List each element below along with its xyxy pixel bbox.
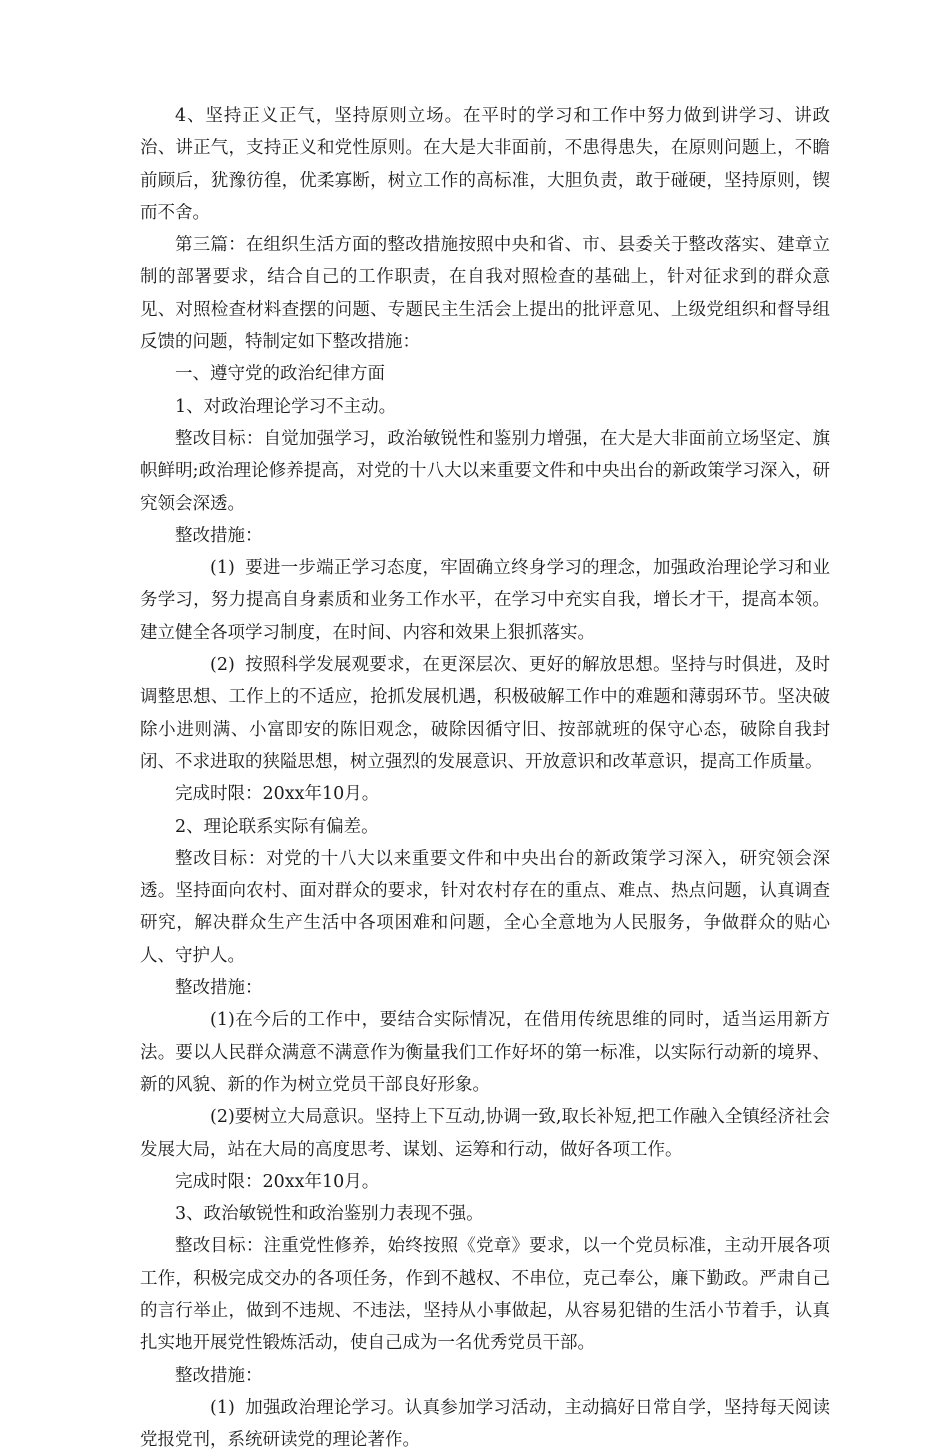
- deadline-line: 完成时限：20xx年10月。: [175, 1171, 380, 1192]
- list-marker: (2): [210, 1107, 235, 1128]
- list-item: [140, 1004, 830, 1101]
- paragraph: 整改目标：对党的十八大以来重要文件和中央出台的新政策学习深入，研究领会深透。坚持面向农村、面对群众的要求，针对农村存在的重点、难点、热点问题，认真调查研究，解决群众生产生活中各项困难和问题，全心全意地为人民服务，争做群众的贴心人、守护人。: [140, 848, 830, 966]
- label-line: 整改措施：: [175, 1365, 263, 1386]
- subsection-heading: 1、对政治理论学习不主动。: [175, 396, 397, 417]
- subsection-heading: 2、理论联系实际有偏差。: [175, 816, 379, 837]
- paragraph: 整改目标：自觉加强学习，政治敏锐性和鉴别力增强，在大是大非面前立场坚定、旗帜鲜明;政治理论修养提高，对党的十八大以来重要文件和中央出台的新政策学习深入，研究领会深透。: [140, 428, 830, 514]
- list-item-text: 要树立大局意识。坚持上下互动,协调一致,取长补短,把工作融入全镇经济社会发展大局，站在大局的高度思考、谋划、运筹和行动，做好各项工作。: [140, 1107, 830, 1160]
- list-marker: (1): [210, 1397, 235, 1418]
- list-item: [140, 1101, 830, 1166]
- list-item: [140, 649, 830, 778]
- section-heading: 一、遵守党的政治纪律方面: [175, 364, 385, 385]
- list-item-text: 在今后的工作中，要结合实际情况，在借用传统思维的同时，适当运用新方法。要以人民群众满意不满意作为衡量我们工作好坏的第一标准，以实际行动新的境界、新的风貌、新的作为树立党员干部良好形象。: [140, 1010, 830, 1095]
- label-line: 整改措施：: [175, 525, 263, 546]
- list-item-text: 要进一步端正学习态度，牢固确立终身学习的理念，加强政治理论学习和业务学习，努力提高自身素质和业务工作水平，在学习中充实自我，增长才干，提高本领。建立健全各项学习制度，在时间、内容和效果上狠抓落实。: [140, 558, 830, 643]
- paragraph: 第三篇：在组织生活方面的整改措施按照中央和省、市、县委关于整改落实、建章立制的部署要求，结合自己的工作职责，在自我对照检查的基础上，针对征求到的群众意见、对照检查材料查摆的问题、专题民主生活会上提出的批评意见、上级党组织和督导组反馈的问题，特制定如下整改措施：: [140, 235, 830, 353]
- list-marker: (2): [210, 655, 235, 676]
- list-item: [140, 1392, 830, 1456]
- deadline-line: 完成时限：20xx年10月。: [175, 784, 380, 805]
- list-marker: (1): [210, 1010, 235, 1031]
- list-item-text: 按照科学发展观要求，在更深层次、更好的解放思想。坚持与时俱进，及时调整思想、工作上的不适应，抢抓发展机遇，积极破解工作中的难题和薄弱环节。坚决破除小进则满、小富即安的陈旧观念，破除因循守旧、按部就班的保守心态，破除自我封闭、不求进取的狭隘思想，树立强烈的发展意识、开放意识和改革意识，提高工作质量。: [140, 655, 830, 772]
- subsection-heading: 3、政治敏锐性和政治鉴别力表现不强。: [175, 1204, 484, 1225]
- paragraph: 整改目标：注重党性修养，始终按照《党章》要求，以一个党员标准，主动开展各项工作，积极完成交办的各项任务，作到不越权、不串位，克己奉公，廉下勤政。严肃自己的言行举止，做到不违规、不违法，坚持从小事做起，从容易犯错的生活小节着手，认真扎实地开展党性锻炼活动，使自己成为一名优秀党员干部。: [140, 1236, 830, 1354]
- list-marker: (1): [210, 558, 235, 579]
- list-item-text: 加强政治理论学习。认真参加学习活动，主动搞好日常自学，坚持每天阅读党报党刊，系统研读党的理论著作。: [140, 1397, 830, 1451]
- label-line: 整改措施：: [175, 978, 263, 999]
- list-item: [140, 552, 830, 649]
- document-page: [140, 100, 830, 1456]
- paragraph: 4、坚持正义正气，坚持原则立场。在平时的学习和工作中努力做到讲学习、讲政治、讲正气，支持正义和党性原则。在大是大非面前，不患得患失，在原则问题上，不瞻前顾后，犹豫彷徨，优柔寡断，树立工作的高标准，大胆负责，敢于碰硬，坚持原则，锲而不舍。: [140, 106, 830, 223]
